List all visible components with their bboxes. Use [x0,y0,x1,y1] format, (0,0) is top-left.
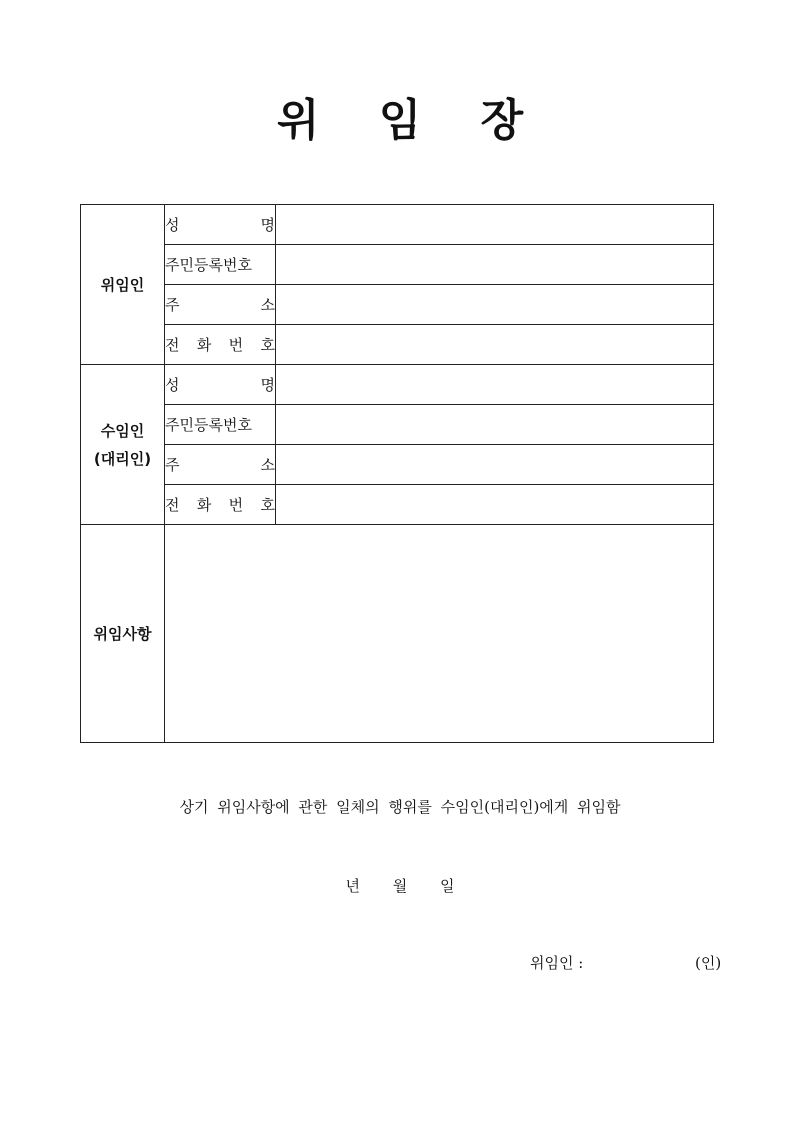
date-year-label: 년 [345,877,360,895]
label-char: 명 [260,216,275,234]
delegatee-rrn-row [81,405,714,445]
delegatee-address-field[interactable] [276,445,714,485]
label-char: 성 [165,216,180,234]
label-char: 성 [165,376,180,394]
matters-content-field[interactable] [165,525,714,743]
delegatee-address-row [81,445,714,485]
date-day-label: 일 [440,877,455,895]
delegator-rrn-label [165,245,276,285]
delegator-address-row [81,285,714,325]
delegator-address-label [165,285,276,325]
label-char: 주 [165,456,180,474]
matters-heading: 위임사항 [81,525,165,743]
delegatee-name-label [165,365,276,405]
label-char: 호 [260,336,275,354]
label-char: 주 [165,296,180,314]
label-char: 호 [260,496,275,514]
signature-label: 위임인 : [530,954,584,972]
delegatee-address-label [165,445,276,485]
delegator-heading: 위임인 [81,205,165,365]
delegatee-heading-line2: (대리인) [93,449,152,468]
date-month-label: 월 [392,877,408,895]
delegatee-name-field[interactable] [276,365,714,405]
delegator-name-row [81,205,714,245]
document-title: 위 임 장 [276,95,546,146]
delegator-name-field[interactable] [276,205,714,245]
delegator-phone-field[interactable] [276,325,714,365]
label-char: 소 [260,456,275,474]
delegatee-heading [81,365,165,525]
delegator-rrn-field[interactable] [276,245,714,285]
date-line [0,875,800,896]
label-char: 화 [196,496,212,514]
delegatee-rrn-field[interactable] [276,405,714,445]
rrn-label-text: 주민등록번호 [165,416,252,434]
label-char: 번 [228,496,244,514]
seal-mark: (인) [695,954,722,972]
label-char: 전 [165,336,180,354]
delegatee-phone-row [81,485,714,525]
delegator-address-field[interactable] [276,285,714,325]
delegator-name-label [165,205,276,245]
rrn-label-text: 주민등록번호 [165,256,252,274]
matters-row [81,525,714,743]
delegatee-phone-field[interactable] [276,485,714,525]
label-char: 명 [260,376,275,394]
delegator-phone-row [81,325,714,365]
delegatee-name-row [81,365,714,405]
delegatee-rrn-label [165,405,276,445]
delegation-form-table [80,204,714,743]
delegatee-heading-line1: 수임인 [100,421,145,440]
delegatee-phone-label [165,485,276,525]
delegation-statement: 상기 위임사항에 관한 일체의 행위를 수임인(대리인)에게 위임함 [179,798,621,816]
delegator-phone-label [165,325,276,365]
label-char: 번 [228,336,244,354]
label-char: 화 [196,336,212,354]
label-char: 소 [260,296,275,314]
label-char: 전 [165,496,180,514]
delegator-rrn-row [81,245,714,285]
